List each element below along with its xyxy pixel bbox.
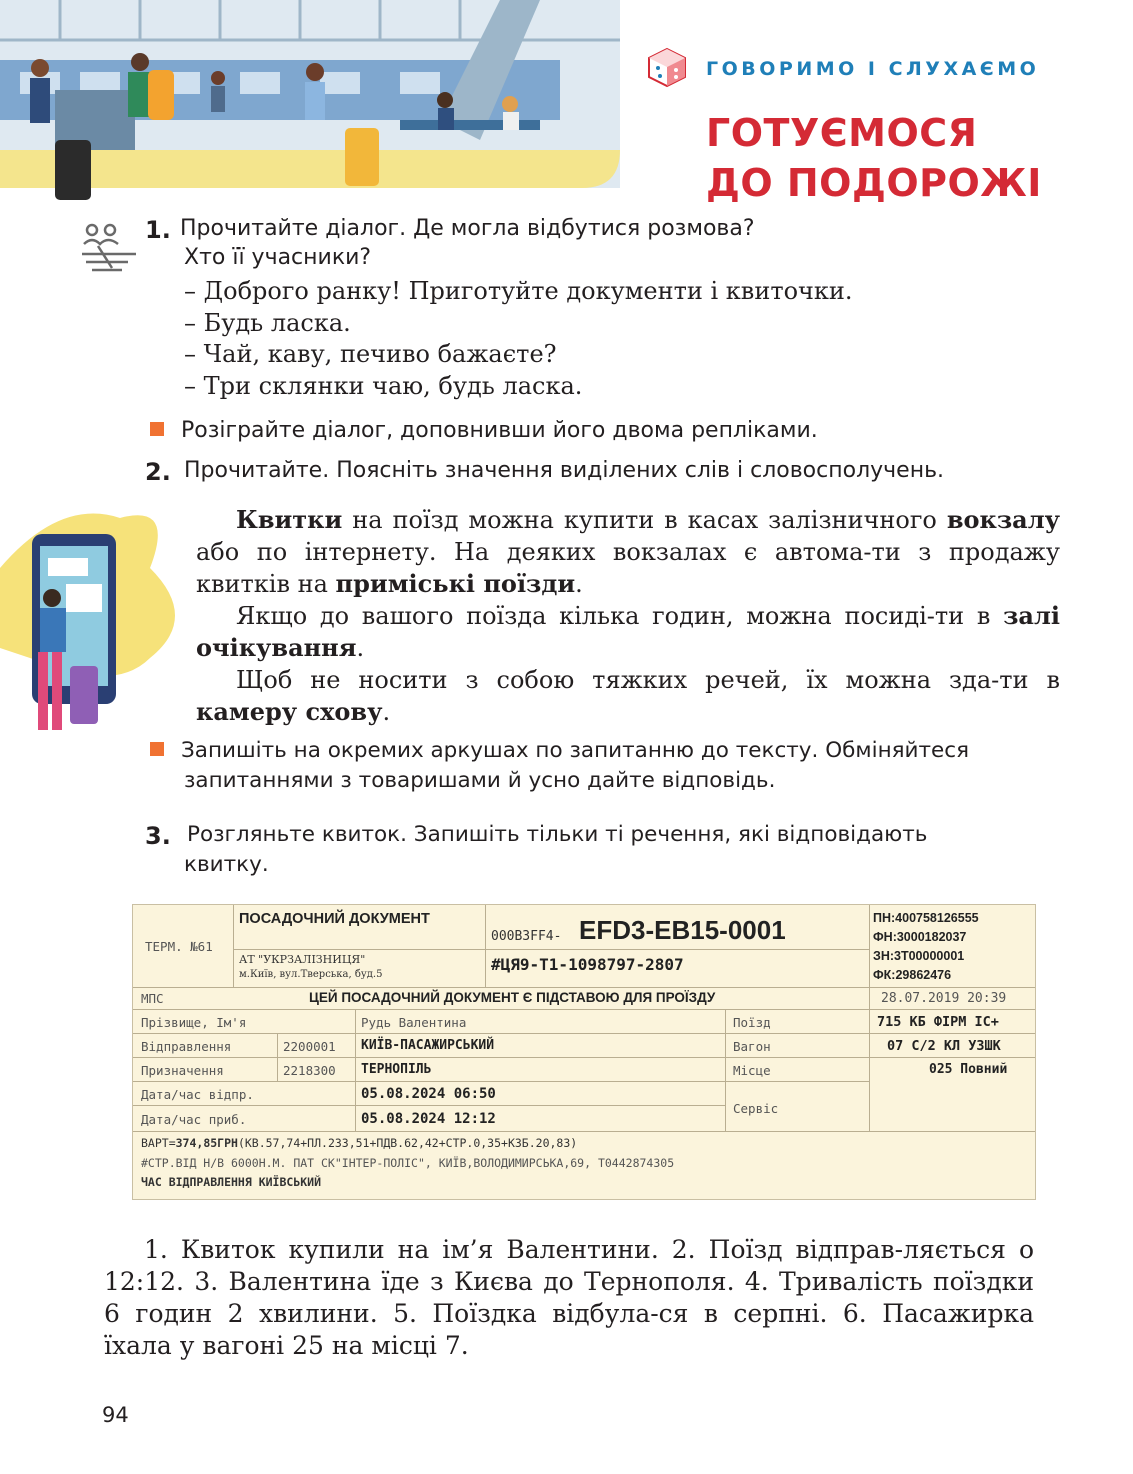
paragraph-tickets: Квитки на поїзд можна купити в касах залізничного вокзалу або по інтернету. На деяких вокзалах є автома-ти з продажу квитків на приміські поїзди. [196, 505, 1060, 598]
train-ticket [132, 904, 1036, 1200]
task2-bullet-line2: запитаннями з товаришами й усно дайте відповідь. [184, 768, 776, 793]
statements-paragraph: 1. Квиток купили на ім’я Валентини. 2. Поїзд відправ-ляється о 12:12. 3. Валентина їде з Києва до Тернополя. 4. Тривалість поїздки 6 годин 2 хвилини. 5. Поїздка відбула-ся в серпні. 6. Пасажирка їхала у вагоні 25 на місці 7. [104, 1235, 1034, 1360]
pair-work-icon [78, 222, 140, 274]
ticket-id-fk: ФК:29862476 [873, 968, 952, 982]
ticket-code-prefix: 000B3FF4- [491, 929, 562, 944]
task2-prompt: Прочитайте. Поясніть значення виділених слів і словосполучень. [184, 458, 945, 483]
task2-bullet-line1: Запишіть на окремих аркушах по запитанню до тексту. Обміняйтеся [181, 738, 970, 763]
label-destination: Призначення [141, 1063, 224, 1078]
ticket-id-zn: ЗН:3Т00000001 [873, 949, 965, 963]
ticket-code2: #ЦЯ9-Т1-1098797-2807 [491, 955, 684, 974]
dialog-line: – Три склянки чаю, будь ласка. [184, 372, 583, 400]
ticket-id-pn: ПН:400758126555 [873, 911, 979, 925]
label-departure: Відправлення [141, 1039, 232, 1054]
value-train: 715 КБ ФІРМ ІС+ [877, 1014, 999, 1030]
value-destination: ТЕРНОПІЛЬ [361, 1062, 432, 1077]
task1-prompt-line2: Хто її учасники? [184, 245, 372, 270]
task1-number: 1. [145, 216, 171, 244]
task3-prompt-line2: квитку. [184, 852, 269, 877]
value-arrival-datetime: 05.08.2024 12:12 [361, 1111, 496, 1127]
value-surname: Рудь Валентина [361, 1015, 467, 1030]
label-car: Вагон [733, 1039, 771, 1054]
label-train: Поїзд [733, 1015, 771, 1030]
label-surname: Прізвище, Ім'я [141, 1015, 247, 1030]
ticket-address: м.Київ, вул.Тверська, буд.5 [239, 969, 383, 980]
ticket-basis: ЦЕЙ ПОСАДОЧНИЙ ДОКУМЕНТ Є ПІДСТАВОЮ ДЛЯ ПРОЇЗДУ [309, 990, 716, 1005]
dialog-line: – Доброго ранку! Приготуйте документи і квиточки. [184, 277, 853, 305]
bullet-square-icon [150, 422, 164, 436]
keyword-luggage-room: камеру схову [196, 697, 383, 726]
ticket-time-note: ЧАС ВІДПРАВЛЕННЯ КИЇВСЬКИЙ [141, 1175, 322, 1189]
task1-bullet: Розіграйте діалог, доповнивши його двома репліками. [181, 418, 818, 443]
ticket-machine-illustration [0, 498, 192, 738]
keyword-station: вокзалу [946, 505, 1060, 534]
dialog-line: – Чай, каву, печиво бажаєте? [184, 340, 557, 368]
label-seat: Місце [733, 1063, 771, 1078]
dialog-line: – Будь ласка. [184, 309, 351, 337]
dice-icon [646, 46, 688, 88]
lesson-title-line1: ГОТУЄМОСЯ [706, 111, 978, 155]
ticket-price-value: 374,85ГРН [175, 1136, 238, 1150]
label-service: Сервіс [733, 1101, 779, 1116]
page-number: 94 [102, 1403, 129, 1427]
departure-code: 2200001 [283, 1039, 336, 1054]
lesson-title-line2: ДО ПОДОРОЖІ [706, 161, 1042, 205]
value-departure-datetime: 05.08.2024 06:50 [361, 1086, 496, 1102]
task3-prompt-line1: Розгляньте квиток. Запишіть тільки ті речення, які відповідають [187, 822, 928, 847]
ticket-price: ВАРТ=374,85ГРН(КВ.57,74+ПЛ.233,51+ПДВ.62,42+СТР.0,35+КЗБ.20,83) [141, 1136, 578, 1150]
value-seat: 025 Повний [929, 1062, 1008, 1077]
paragraph-luggage: Щоб не носити з собою тяжких речей, їх можна зда-ти в камеру схову. [196, 666, 1060, 726]
task3-number: 3. [145, 822, 171, 850]
ticket-mps: МПС [141, 991, 164, 1006]
ticket-doc-title: ПОСАДОЧНИЙ ДОКУМЕНТ [239, 911, 430, 927]
task1-prompt-line1: Прочитайте діалог. Де могла відбутися розмова? [180, 216, 755, 241]
section-label: ГОВОРИМО І СЛУХАЄМО [706, 58, 1040, 80]
value-departure: КИЇВ-ПАСАЖИРСЬКИЙ [361, 1038, 495, 1053]
ticket-id-fn: ФН:3000182037 [873, 930, 967, 944]
keyword-waiting-hall: залі очікування [196, 601, 1060, 662]
terminal-number: ТЕРМ. №61 [145, 939, 213, 954]
paragraph-waiting-hall: Якщо до вашого поїзда кілька годин, можна посиді-ти в залі очікування. [196, 601, 1060, 662]
ticket-issued: 28.07.2019 20:39 [881, 991, 1007, 1006]
ticket-insurance: #СТР.ВІД Н/В 6000Н.М. ПАТ СК"ІНТЕР-ПОЛІС", КИЇВ,ВОЛОДИМИРСЬКА,69, Т0442874305 [141, 1156, 675, 1170]
ticket-company: АТ "УКРЗАЛІЗНИЦЯ" [239, 953, 366, 966]
bullet-square-icon [150, 742, 164, 756]
label-arrival-datetime: Дата/час приб. [141, 1112, 247, 1127]
lesson-title [706, 108, 1042, 208]
keyword-tickets: Квитки [236, 505, 343, 534]
keyword-suburban-trains: приміські поїзди [335, 569, 576, 598]
destination-code: 2218300 [283, 1063, 336, 1078]
value-car: 07 С/2 КЛ УЗШК [887, 1038, 1001, 1054]
station-illustration [0, 0, 620, 212]
task2-number: 2. [145, 458, 171, 486]
ticket-code: EFD3-EB15-0001 [579, 915, 786, 945]
label-departure-datetime: Дата/час відпр. [141, 1087, 254, 1102]
